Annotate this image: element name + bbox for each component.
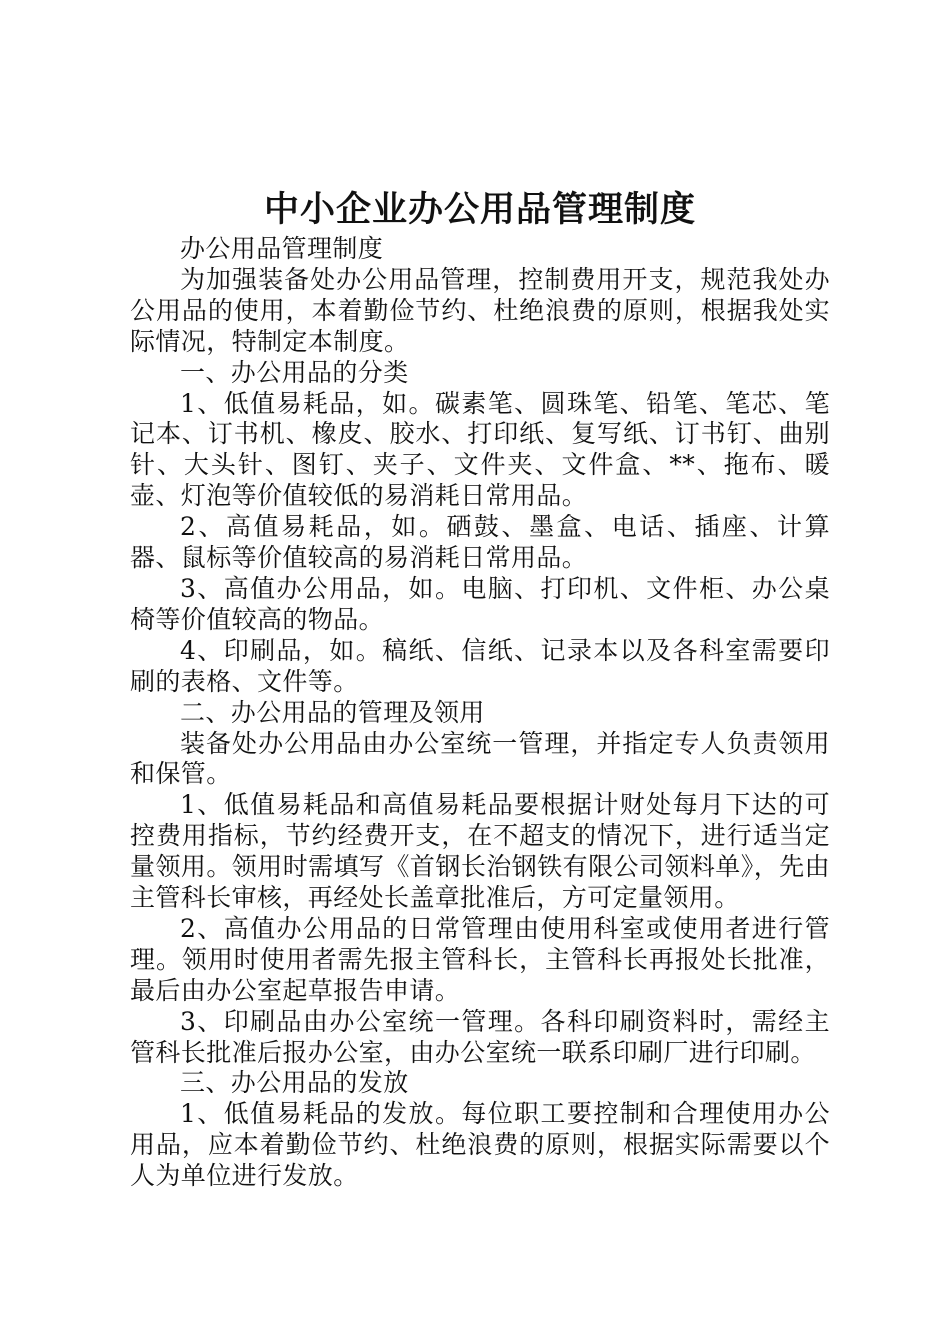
paragraph: 3、印刷品由办公室统一管理。各科印刷资料时，需经主管科长批准后报办公室，由办公室统一联系印刷厂进行印刷。 xyxy=(130,1006,830,1067)
paragraph: 2、高值办公用品的日常管理由使用科室或使用者进行管理。领用时使用者需先报主管科长，主管科长再报处长批准，最后由办公室起草报告申请。 xyxy=(130,913,830,1005)
paragraph: 办公用品管理制度 xyxy=(180,234,384,263)
paragraph: 装备处办公用品由办公室统一管理，并指定专人负责领用和保管。 xyxy=(130,728,830,789)
paragraph: 1、低值易耗品，如。碳素笔、圆珠笔、铅笔、笔芯、笔记本、订书机、橡皮、胶水、打印纸、复写纸、订书钉、曲别针、大头针、图钉、夹子、文件夹、文件盒、**、拖布、暖壶、灯泡等价值较低的易消耗日常用品。 xyxy=(130,388,830,511)
paragraph: 1、低值易耗品和高值易耗品要根据计财处每月下达的可控费用指标，节约经费开支，在不超支的情况下，进行适当定量领用。领用时需填写《首钢长治钢铁有限公司领料单》，先由主管科长审核，再经处长盖章批准后，方可定量领用。 xyxy=(130,790,830,913)
paragraph: 为加强装备处办公用品管理，控制费用开支，规范我处办公用品的使用，本着勤俭节约、杜绝浪费的原则，根据我处实际情况，特制定本制度。 xyxy=(130,264,830,356)
document-page xyxy=(130,190,830,1192)
section-heading: 一、办公用品的分类 xyxy=(180,357,409,387)
paragraph: 3、高值办公用品，如。电脑、打印机、文件柜、办公桌椅等价值较高的物品。 xyxy=(130,573,830,634)
document-title: 中小企业办公用品管理制度 xyxy=(263,190,696,230)
paragraph: 2、高值易耗品，如。硒鼓、墨盒、电话、插座、计算器、鼠标等价值较高的易消耗日常用品。 xyxy=(130,512,830,573)
paragraph: 4、印刷品，如。稿纸、信纸、记录本以及各科室需要印刷的表格、文件等。 xyxy=(130,635,830,696)
section-heading: 三、办公用品的发放 xyxy=(180,1068,409,1098)
section-heading: 二、办公用品的管理及领用 xyxy=(180,697,485,727)
paragraph: 1、低值易耗品的发放。每位职工要控制和合理使用办公用品，应本着勤俭节约、杜绝浪费的原则，根据实际需要以个人为单位进行发放。 xyxy=(130,1099,830,1191)
